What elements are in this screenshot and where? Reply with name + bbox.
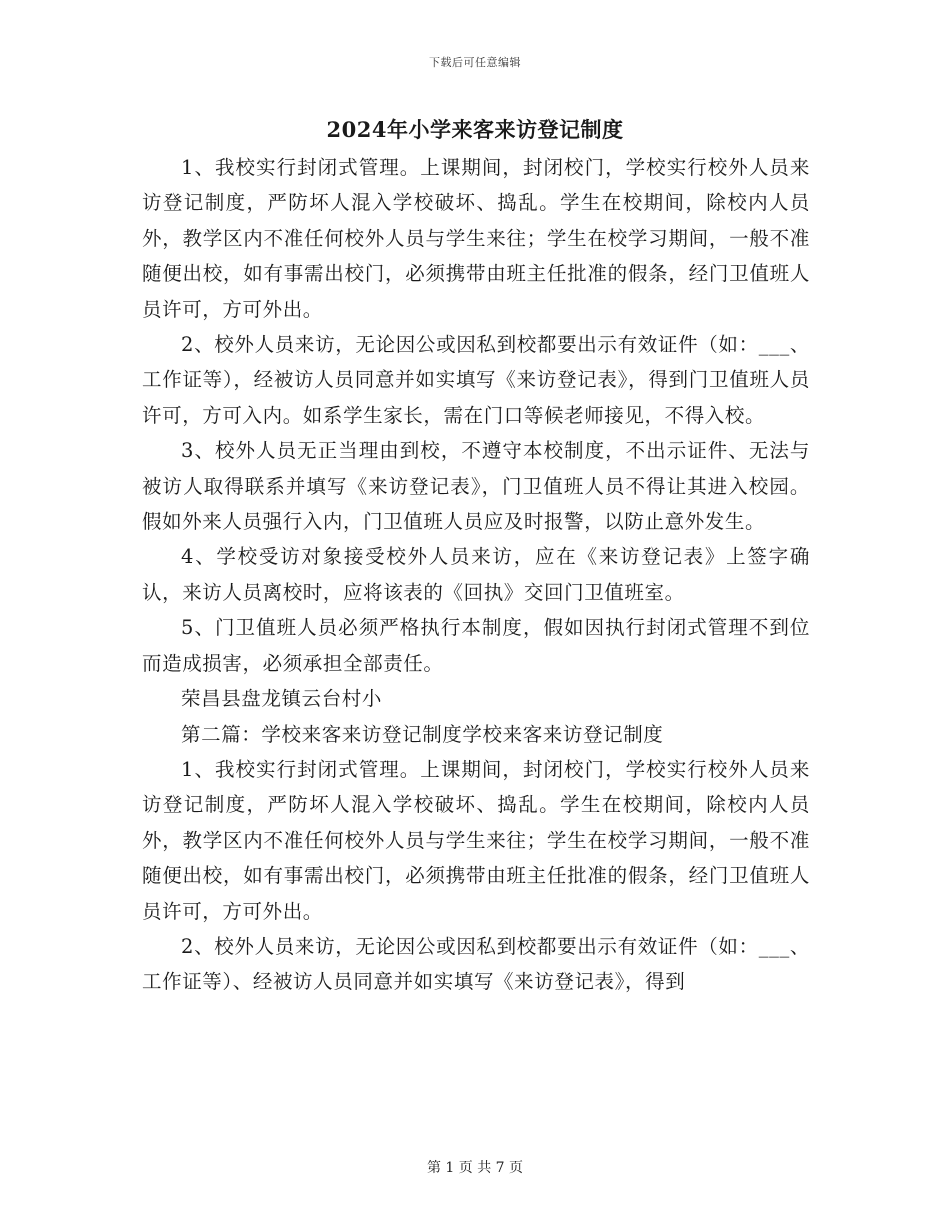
school-signature: 荣昌县盘龙镇云台村小 (181, 687, 383, 711)
page-footer: 第 1 页 共 7 页 (426, 1160, 524, 1176)
header-note: 下载后可任意编辑 (429, 56, 521, 69)
second-section-heading: 第二篇：学校来客来访登记制度学校来客来访登记制度 (181, 722, 664, 746)
document-body (142, 150, 810, 1000)
paragraph-7: 2、校外人员来访，无论因公或因私到校都要出示有效证件（如：___、工作证等）、经被访人员同意并如实填写《来访登记表》，得到 (142, 934, 810, 994)
paragraph-6: 1、我校实行封闭式管理。上课期间，封闭校门，学校实行校外人员来访登记制度，严防坏人混入学校破坏、捣乱。学生在校期间，除校内人员外，教学区内不准任何校外人员与学生来往；学生在校学习期间，一般不准随便出校，如有事需出校门，必须携带由班主任批准的假条，经门卫值班人员许可，方可外出。 (142, 757, 810, 923)
paragraph-2: 2、校外人员来访，无论因公或因私到校都要出示有效证件（如：___、工作证等），经被访人员同意并如实填写《来访登记表》，得到门卫值班人员许可，方可入内。如系学生家长，需在门口等候老师接见，不得入校。 (142, 333, 810, 427)
paragraph-4: 4、学校受访对象接受校外人员来访，应在《来访登记表》上签字确认，来访人员离校时，应将该表的《回执》交回门卫值班室。 (142, 545, 810, 604)
paragraph-3: 3、校外人员无正当理由到校，不遵守本校制度，不出示证件、无法与被访人取得联系并填写《来访登记表》，门卫值班人员不得让其进入校园。假如外来人员强行入内，门卫值班人员应及时报警，以防止意外发生。 (142, 439, 810, 534)
document-title: 2024年小学来客来访登记制度 (326, 117, 624, 142)
paragraph-5: 5、门卫值班人员必须严格执行本制度，假如因执行封闭式管理不到位而造成损害，必须承担全部责任。 (142, 616, 810, 675)
paragraph-1: 1、我校实行封闭式管理。上课期间，封闭校门，学校实行校外人员来访登记制度，严防坏人混入学校破坏、捣乱。学生在校期间，除校内人员外，教学区内不准任何校外人员与学生来往；学生在校学习期间，一般不准随便出校，如有事需出校门，必须携带由班主任批准的假条，经门卫值班人员许可，方可外出。 (142, 156, 810, 321)
